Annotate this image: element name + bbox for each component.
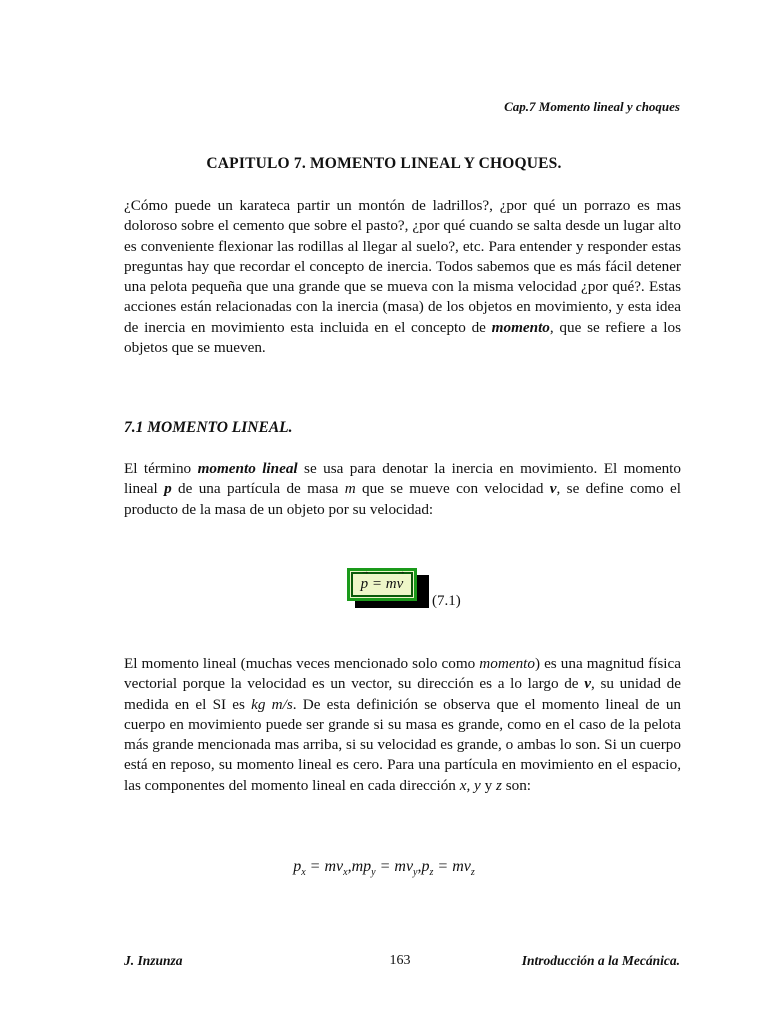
footer-book-title: Introducción a la Mecánica. [521,953,680,968]
term-momento-lineal: momento lineal [197,460,298,477]
equation-7-1-box [347,568,429,608]
chapter-title: CAPITULO 7. MOMENTO LINEAL Y CHOQUES. [206,155,562,172]
page-number: 163 [389,953,411,968]
equation-7-1: → p = m → v [347,568,417,601]
equation-number: (7.1) [432,593,461,609]
footer-author: J. Inzunza [124,953,183,968]
momento-emphasis: momento [491,318,550,336]
definition-paragraph: El término momento lineal se usa para denotar la inercia en movimiento. El momento lineal p de una partícula de masa m que se mueve con velocidad v, se define como el producto de la masa de un objeto por su velocidad: [124,460,682,518]
vector-paragraph: El momento lineal (muchas veces mencionado solo como momento) es una magnitud física vectorial porque la velocidad es un vector, su dirección es a lo largo de v, su unidad de medida en el SI es kg m/s. De esta definición se observa que el momento lineal de un cuerpo en movimiento puede ser grande si su masa es grande, como en el caso de la pelota más grande mencionada mas arriba, si su velocidad es grande, o ambas lo son. Si un cuerpo está en reposo, su momento lineal es cero. Para una partícula en movimiento en el espacio, las componentes del momento lineal en cada dirección x, y y z son: [124,655,682,794]
momentum-components-equation: $p_x = mv_x,mp_y = mv_y,p_z = mv_z$ [293,858,475,879]
section-title: 7.1 MOMENTO LINEAL. [124,419,293,436]
running-header: Cap.7 Momento lineal y choques [504,99,680,114]
intro-paragraph: ¿Cómo puede un karateca partir un montón de ladrillos?, ¿por qué un porrazo es mas doloroso sobre el cemento que sobre el pasto?, ¿por qué cuando se salta desde un lugar alto es conveniente flexionar las rodillas al llegar al suelo?, etc. Para entender y responder estas preguntas hay que recordar el concepto de inercia. Todos sabemos que es más fácil detener una pelota pequeña que una grande que se mueva con la misma velocidad ¿por qué?. Estas acciones están relacionadas con la inercia (masa) de los objetos en movimiento, y esta idea de inercia en movimiento esta incluida en el concepto de momento, que se refiere a los objetos que se mueven. [124,197,681,357]
